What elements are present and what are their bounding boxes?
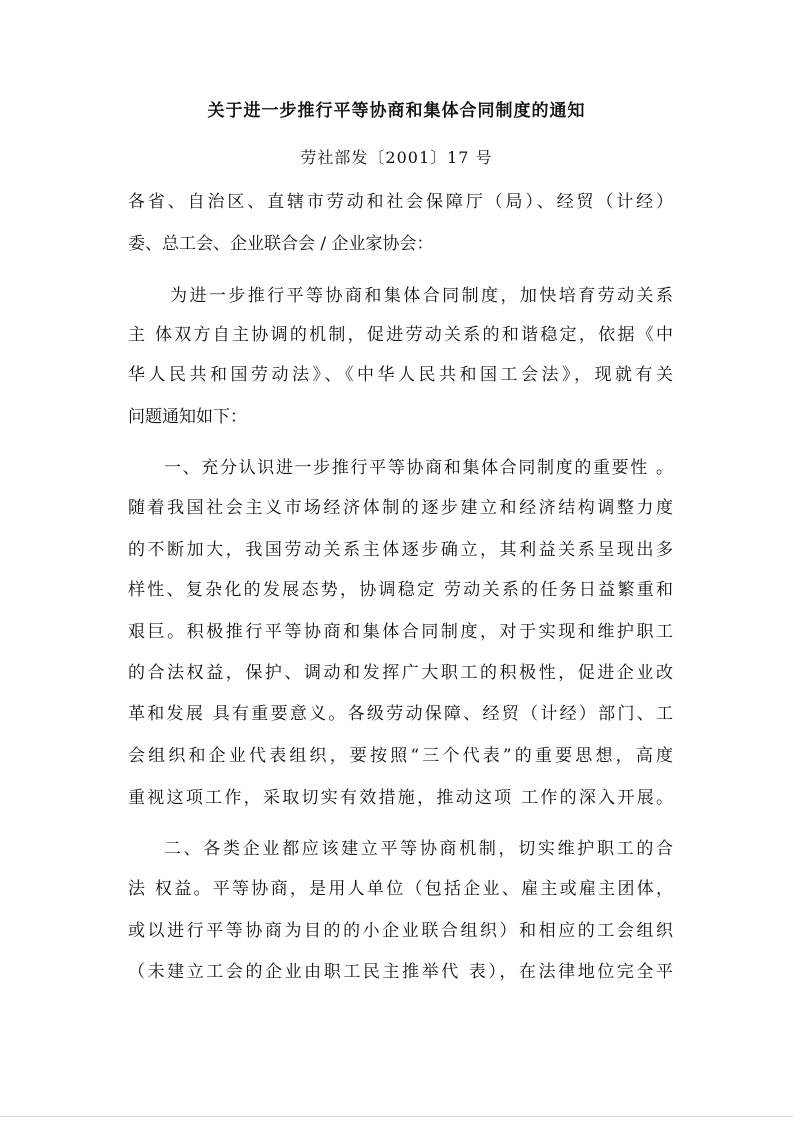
paragraph-line: 样性、复杂化的发展态势，协调稳定 劳动关系的任务日益繁重和 (128, 580, 673, 600)
addressee-line: 各省、自治区、直辖市劳动和社会保障厅（局）、经贸（计经） (128, 192, 673, 212)
paragraph-line: 重视这项工作，采取切实有效措施，推动这项 工作的深入开展。 (128, 788, 673, 808)
paragraph-line: 华人民共和国劳动法》、《中华人民共和国工会法》，现就有关 (128, 365, 673, 385)
document-title: 关于进一步推行平等协商和集体合同制度的通知 (207, 101, 586, 121)
paragraph-line: 随着我国社会主义市场经济体制的逐步建立和经济结构调整力度 (128, 498, 673, 518)
paragraph-line: 一、充分认识进一步推行平等协商和集体合同制度的重要性 。 (164, 458, 673, 478)
paragraph-line: 为进一步推行平等协商和集体合同制度，加快培育劳动关系 (170, 286, 673, 306)
addressee-line: 委、总工会、企业联合会 / 企业家协会： (128, 234, 434, 254)
paragraph-line: 的合法权益，保护、调动和发挥广大职工的积极性，促进企业改 (128, 663, 673, 683)
page-bottom-rule (0, 1116, 793, 1117)
paragraph-line: 问题通知如下： (128, 407, 247, 427)
paragraph-line: 的不断加大，我国劳动关系主体逐步确立，其利益关系呈现出多 (128, 540, 673, 560)
paragraph-line: （未建立工会的企业由职工民主推举代 表），在法律地位完全平 (128, 962, 673, 982)
paragraph-line: 或以进行平等协商为目的的小企业联合组织）和相应的工会组织 (128, 921, 673, 941)
paragraph-line: 法 权益。平等协商，是用人单位（包括企业、雇主或雇主团体， (128, 879, 673, 899)
paragraph-line: 会组织和企业代表组织，要按照“三个代表”的重要思想，高度 (128, 746, 673, 766)
paragraph-line: 革和发展 具有重要意义。各级劳动保障、经贸（计经）部门、工 (128, 704, 673, 724)
document-number: 劳社部发〔2001〕17 号 (300, 148, 493, 167)
paragraph-line: 艰巨。积极推行平等协商和集体合同制度，对于实现和维护职工 (128, 622, 673, 642)
paragraph-line: 主 体双方自主协调的机制，促进劳动关系的和谐稳定，依据《中 (128, 325, 673, 345)
paragraph-line: 二、各类企业都应该建立平等协商机制，切实维护职工的合 (164, 839, 673, 859)
